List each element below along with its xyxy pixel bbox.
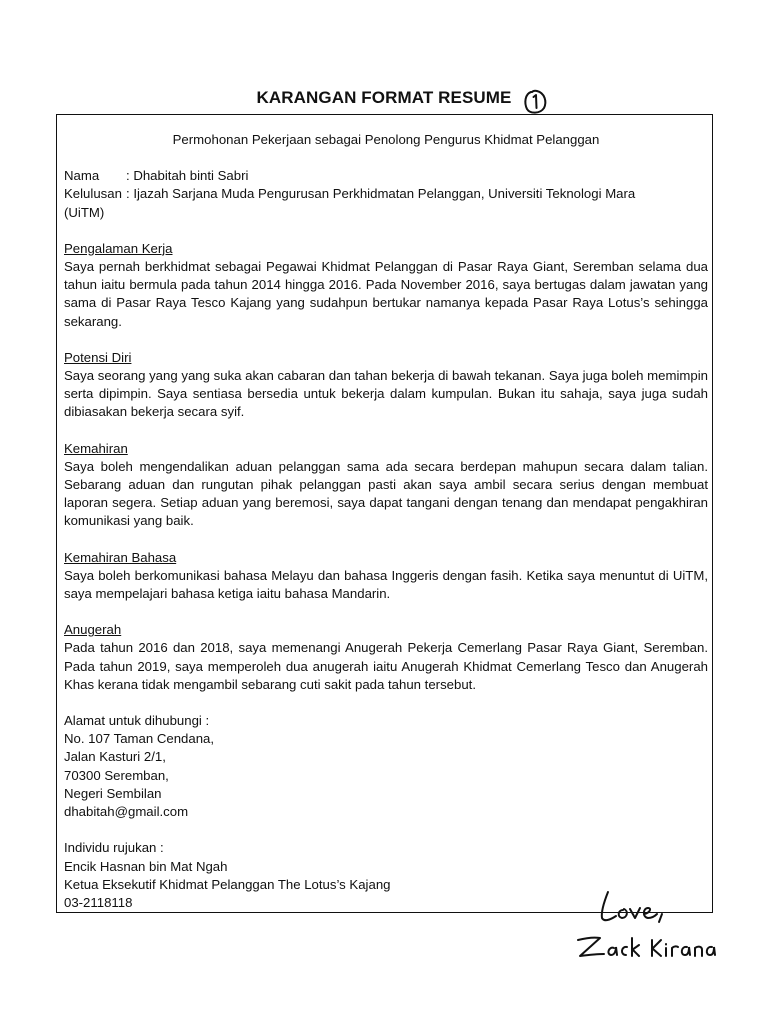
section-body: Saya pernah berkhidmat sebagai Pegawai Khidmat Pelanggan di Pasar Raya Giant, Seremban selama dua tahun iaitu bermula pada tahun 2014 hingga 2016. Pada November 2016, saya bertugas dalam jawatan yang sama di Pasar Raya Tesco Kajang yang sudahpun bertukar namanya kepada Pasar Raya Lotus’s sehingga sekarang. [64,259,708,329]
resume-content [64,128,708,912]
section-anugerah [64,621,708,694]
field-label: Kelulusan [64,186,122,202]
address-line: No. 107 Taman Cendana, [64,731,215,747]
field-kelulusan [64,185,708,203]
section-pengalaman-kerja [64,240,708,331]
field-label: Nama [64,168,100,184]
address-line: Negeri Sembilan [64,785,162,801]
address-line: Jalan Kasturi 2/1, [64,749,166,765]
resume-subtitle: Permohonan Pekerjaan sebagai Penolong Pengurus Khidmat Pelanggan [172,132,600,147]
reference-line: Ketua Eksekutif Khidmat Pelanggan The Lotus’s Kajang [64,876,391,892]
field-value: : Dhabitah binti Sabri [126,168,249,184]
reference-phone: 03-2118118 [64,894,133,910]
section-heading: Pengalaman Kerja [64,240,173,256]
section-heading: Kemahiran Bahasa [64,549,177,565]
section-body: Saya boleh mengendalikan aduan pelanggan sama ada secara berdepan mahupun secara dalam talian. Sebarang aduan dan rungutan pihak pelanggan pasti akan saya ambil secara serius dengan membuat laporan segera. Setiap aduan yang beremosi, saya dapat tangani dengan tenang dan mendapat pengakhiran komunikasi yang baik. [64,458,708,529]
section-kemahiran [64,440,708,531]
title-wrap [0,88,768,108]
address-email: dhabitah@gmail.com [64,804,189,820]
section-heading: Anugerah [64,622,122,638]
handwritten-signature [568,884,718,974]
page-title: KARANGAN FORMAT RESUME [256,88,512,107]
section-heading: Kemahiran [64,440,128,456]
circled-number-annotation [522,87,548,115]
field-value-continued: (UiTM) [64,204,105,220]
reference-label: Individu rujukan : [64,840,164,856]
address-label: Alamat untuk dihubungi : [64,713,210,729]
address-block [64,712,708,821]
section-body: Saya boleh berkomunikasi bahasa Melayu dan bahasa Inggeris dengan fasih. Ketika saya menuntut di UiTM, saya mempelajari bahasa ketiga iaitu bahasa Mandarin. [64,567,708,602]
section-body: Pada tahun 2016 dan 2018, saya memenangi Anugerah Pekerja Cemerlang Pasar Raya Giant, Seremban. Pada tahun 2019, saya memperoleh dua anugerah iaitu Anugerah Khidmat Cemerlang Tesco dan Anugerah Khas kerana tidak mengambil sebarang cuti sakit pada tahun tersebut. [64,640,708,692]
section-kemahiran-bahasa [64,549,708,604]
address-line: 70300 Seremban, [64,767,169,783]
reference-line: Encik Hasnan bin Mat Ngah [64,858,228,874]
section-potensi-diri [64,349,708,422]
section-heading: Potensi Diri [64,349,132,365]
field-value: : Ijazah Sarjana Muda Pengurusan Perkhidmatan Pelanggan, Universiti Teknologi Mara [126,186,636,202]
field-nama [64,167,708,185]
section-body: Saya seorang yang yang suka akan cabaran dan tahan bekerja di bawah tekanan. Saya juga boleh memimpin serta dipimpin. Saya sentiasa bersedia untuk bekerja dalam kumpulan. Bukan itu sahaja, saya juga sudah dibiasakan bekerja secara syif. [64,368,708,420]
